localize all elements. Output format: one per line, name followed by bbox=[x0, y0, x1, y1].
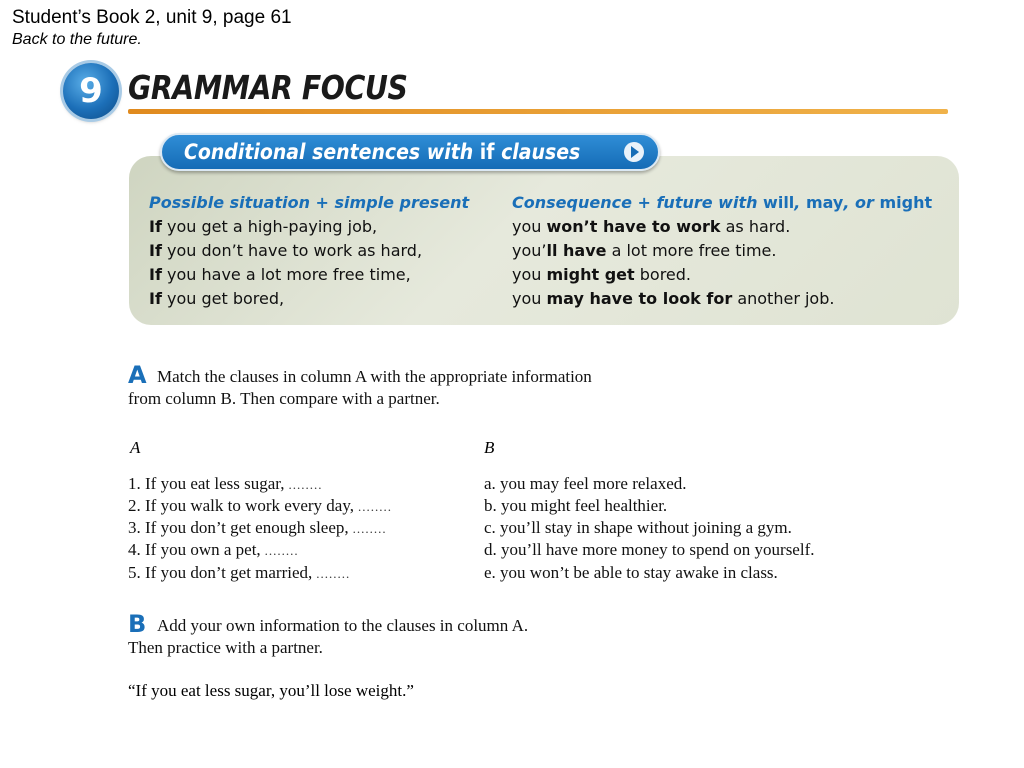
grammar-right-line bbox=[512, 289, 834, 308]
clause-text: 5. If you don’t get married, bbox=[128, 563, 313, 582]
verb-phrase: ll have bbox=[546, 241, 607, 260]
grammar-left-line bbox=[149, 217, 377, 236]
heading-part: might bbox=[879, 193, 933, 212]
clause-text: 1. If you eat less sugar, bbox=[128, 474, 285, 493]
column-a-item bbox=[128, 474, 323, 494]
clause-text: you bbox=[512, 289, 547, 308]
grammar-left-line bbox=[149, 241, 422, 260]
if-word: If bbox=[149, 289, 162, 308]
left-column-heading: Possible situation + simple present bbox=[149, 193, 470, 212]
answer-blank[interactable]: ........ bbox=[288, 477, 323, 492]
clause-text: as hard. bbox=[720, 217, 791, 236]
clause-text: 2. If you walk to work every day, bbox=[128, 496, 354, 515]
clause-text: you bbox=[512, 265, 547, 284]
column-b-label: B bbox=[484, 438, 495, 457]
clause-text: you’ bbox=[512, 241, 547, 260]
section-title: GRAMMAR FOCUS bbox=[128, 68, 408, 107]
column-b-item: d. you’ll have more money to spend on yourself. bbox=[484, 540, 815, 559]
if-word: If bbox=[149, 265, 162, 284]
column-a-item bbox=[128, 540, 299, 560]
clause-text: a lot more free time. bbox=[606, 241, 777, 260]
play-arrow-icon[interactable] bbox=[624, 142, 644, 162]
clause-text: another job. bbox=[732, 289, 835, 308]
exercise-a-letter: A bbox=[128, 361, 147, 389]
clause-text: bored. bbox=[634, 265, 691, 284]
heading-part: may bbox=[805, 193, 844, 212]
verb-phrase: may have to look for bbox=[546, 289, 733, 308]
column-b-item: a. you may feel more relaxed. bbox=[484, 474, 687, 493]
topic-suffix: clauses bbox=[494, 140, 581, 164]
grammar-left-line bbox=[149, 265, 411, 284]
grammar-topic-text bbox=[184, 140, 580, 164]
column-b-item: e. you won’t be able to stay awake in class. bbox=[484, 563, 778, 582]
answer-blank[interactable]: ........ bbox=[352, 521, 387, 536]
topic-prefix: Conditional sentences with bbox=[184, 140, 480, 164]
example-sentence: “If you eat less sugar, you’ll lose weight.” bbox=[128, 681, 414, 700]
heading-part: , bbox=[794, 193, 806, 212]
exercise-b-instruction-1: Add your own information to the clauses in column A. bbox=[157, 616, 529, 635]
grammar-topic-banner bbox=[160, 133, 660, 171]
grammar-right-line bbox=[512, 217, 790, 236]
verb-phrase: won’t have to work bbox=[546, 217, 721, 236]
grammar-right-line bbox=[512, 241, 776, 260]
grammar-right-line bbox=[512, 265, 691, 284]
if-word: If bbox=[149, 241, 162, 260]
clause-text: you have a lot more free time, bbox=[161, 265, 411, 284]
verb-phrase: might get bbox=[546, 265, 635, 284]
column-a-item bbox=[128, 518, 387, 538]
column-a-label: A bbox=[130, 438, 141, 457]
column-a-item bbox=[128, 563, 350, 583]
column-a-item bbox=[128, 496, 392, 516]
slide-title: Student’s Book 2, unit 9, page 61 bbox=[12, 7, 292, 28]
exercise-a-instruction-1: Match the clauses in column A with the appropriate information bbox=[157, 367, 592, 386]
if-word: If bbox=[149, 217, 162, 236]
heading-part: will bbox=[763, 193, 795, 212]
clause-text: 4. If you own a pet, bbox=[128, 540, 261, 559]
clause-text: you bbox=[512, 217, 547, 236]
title-underline bbox=[128, 109, 948, 114]
heading-part: Consequence + future with bbox=[512, 193, 764, 212]
column-b-item: c. you’ll stay in shape without joining a gym. bbox=[484, 518, 792, 537]
answer-blank[interactable]: ........ bbox=[264, 543, 299, 558]
clause-text: you get a high-paying job, bbox=[161, 217, 378, 236]
exercise-b-letter: B bbox=[128, 610, 147, 638]
clause-text: you don’t have to work as hard, bbox=[161, 241, 423, 260]
topic-if: if bbox=[479, 140, 495, 164]
section-number-badge: 9 bbox=[63, 63, 119, 119]
answer-blank[interactable]: ........ bbox=[357, 499, 392, 514]
slide-subtitle: Back to the future. bbox=[12, 31, 142, 48]
answer-blank[interactable]: ........ bbox=[316, 566, 351, 581]
exercise-b-instruction-2: Then practice with a partner. bbox=[128, 638, 323, 657]
column-b-item: b. you might feel healthier. bbox=[484, 496, 668, 515]
clause-text: 3. If you don’t get enough sleep, bbox=[128, 518, 349, 537]
clause-text: you get bored, bbox=[161, 289, 285, 308]
exercise-a-instruction-2: from column B. Then compare with a partner. bbox=[128, 389, 440, 408]
grammar-left-line bbox=[149, 289, 284, 308]
heading-part: , or bbox=[843, 193, 880, 212]
right-column-heading bbox=[512, 193, 932, 212]
